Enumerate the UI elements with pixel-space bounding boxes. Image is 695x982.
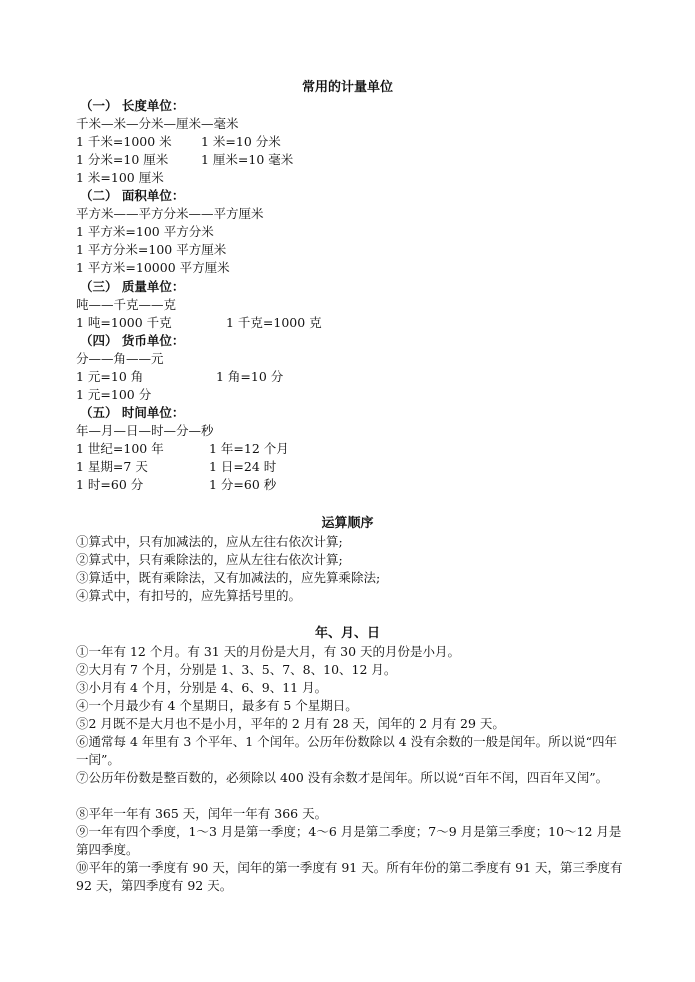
length-fact: 1 米=10 分米: [201, 134, 281, 149]
area-fact: 1 平方米=100 平方分米: [76, 224, 214, 239]
time-row-3: [76, 476, 636, 494]
length-fact: 1 米=100 厘米: [76, 170, 164, 185]
time-fact: 1 分=60 秒: [209, 477, 277, 492]
area-fact: 1 平方分米=100 平方厘米: [76, 242, 227, 257]
area-chain: 平方米——平方分米——平方厘米: [76, 206, 264, 221]
mass-row-1: [76, 314, 636, 332]
time-fact: 1 时=60 分: [76, 477, 144, 492]
calendar-fact: ②大月有 7 个月，分别是 1、3、5、7、8、10、12 月。: [76, 662, 397, 677]
area-heading: （二） 面积单位：: [80, 188, 185, 203]
time-fact: 1 星期=7 天: [76, 459, 148, 474]
money-chain: 分——角——元: [76, 351, 164, 366]
time-chain: 年—月—日—时—分—秒: [76, 423, 214, 438]
calendar-fact: ⑥通常每 4 年里有 3 个平年、1 个闰年。公历年份数除以 4 没有余数的一般是闰年。所以说“四年一闰”。: [76, 734, 618, 767]
money-fact: 1 元=100 分: [76, 387, 152, 402]
length-heading: （一） 长度单位：: [80, 98, 185, 113]
length-fact: 1 分米=10 厘米: [76, 152, 169, 167]
money-fact: 1 元=10 角: [76, 369, 144, 384]
calendar-fact: ①一年有 12 个月。有 31 天的月份是大月，有 30 天的月份是小月。: [76, 644, 461, 659]
order-rule: ①算式中，只有加减法的，应从左往右依次计算;: [76, 534, 343, 549]
order-rule: ③算适中，既有乘除法，又有加减法的，应先算乘除法;: [76, 570, 381, 585]
money-row-1: [76, 368, 636, 386]
time-heading: （五） 时间单位：: [80, 405, 185, 420]
time-fact: 1 世纪=100 年: [76, 441, 164, 456]
money-fact: 1 角=10 分: [216, 369, 284, 384]
length-fact: 1 厘米=10 毫米: [201, 152, 294, 167]
calendar-fact: ⑤2 月既不是大月也不是小月，平年的 2 月有 28 天，闰年的 2 月有 29 天。: [76, 716, 505, 731]
length-fact: 1 千米=1000 米: [76, 134, 172, 149]
calendar-fact: ④一个月最少有 4 个星期日，最多有 5 个星期日。: [76, 698, 358, 713]
section-title-units: 常用的计量单位: [301, 80, 393, 95]
time-row-2: [76, 458, 636, 476]
mass-fact: 1 千克=1000 克: [226, 315, 322, 330]
calendar-fact: ③小月有 4 个月，分别是 4、6、9、11 月。: [76, 680, 328, 695]
calendar-fact: ⑧平年一年有 365 天，闰年一年有 366 天。: [76, 806, 328, 821]
order-rule: ④算式中，有扣号的，应先算括号里的。: [76, 588, 302, 603]
length-chain: 千米—米—分米—厘米—毫米: [76, 116, 239, 131]
money-heading: （四） 货币单位：: [80, 333, 185, 348]
order-rule: ②算式中，只有乘除法的，应从左往右依次计算;: [76, 552, 343, 567]
mass-heading: （三） 质量单位：: [80, 279, 185, 294]
length-row-2: [76, 151, 636, 169]
calendar-fact: ⑨一年有四个季度，1～3 月是第一季度；4～6 月是第二季度；7～9 月是第三季度；10～12 月是第四季度。: [76, 824, 622, 857]
area-fact: 1 平方米=10000 平方厘米: [76, 260, 230, 275]
length-row-1: [76, 133, 636, 151]
time-row-1: [76, 440, 636, 458]
mass-fact: 1 吨=1000 千克: [76, 315, 172, 330]
calendar-fact: ⑩平年的第一季度有 90 天，闰年的第一季度有 91 天。所有年份的第二季度有 91 天，第三季度有 92 天，第四季度有 92 天。: [76, 860, 623, 893]
section-title-calendar: 年、月、日: [314, 626, 380, 641]
calendar-fact: ⑦公历年份数是整百数的，必须除以 400 没有余数才是闰年。所以说“百年不闰，四百年又闰”。: [76, 770, 609, 785]
mass-chain: 吨——千克——克: [76, 297, 177, 312]
section-title-order: 运算顺序: [321, 516, 374, 531]
time-fact: 1 年=12 个月: [209, 441, 289, 456]
time-fact: 1 日=24 时: [209, 459, 277, 474]
